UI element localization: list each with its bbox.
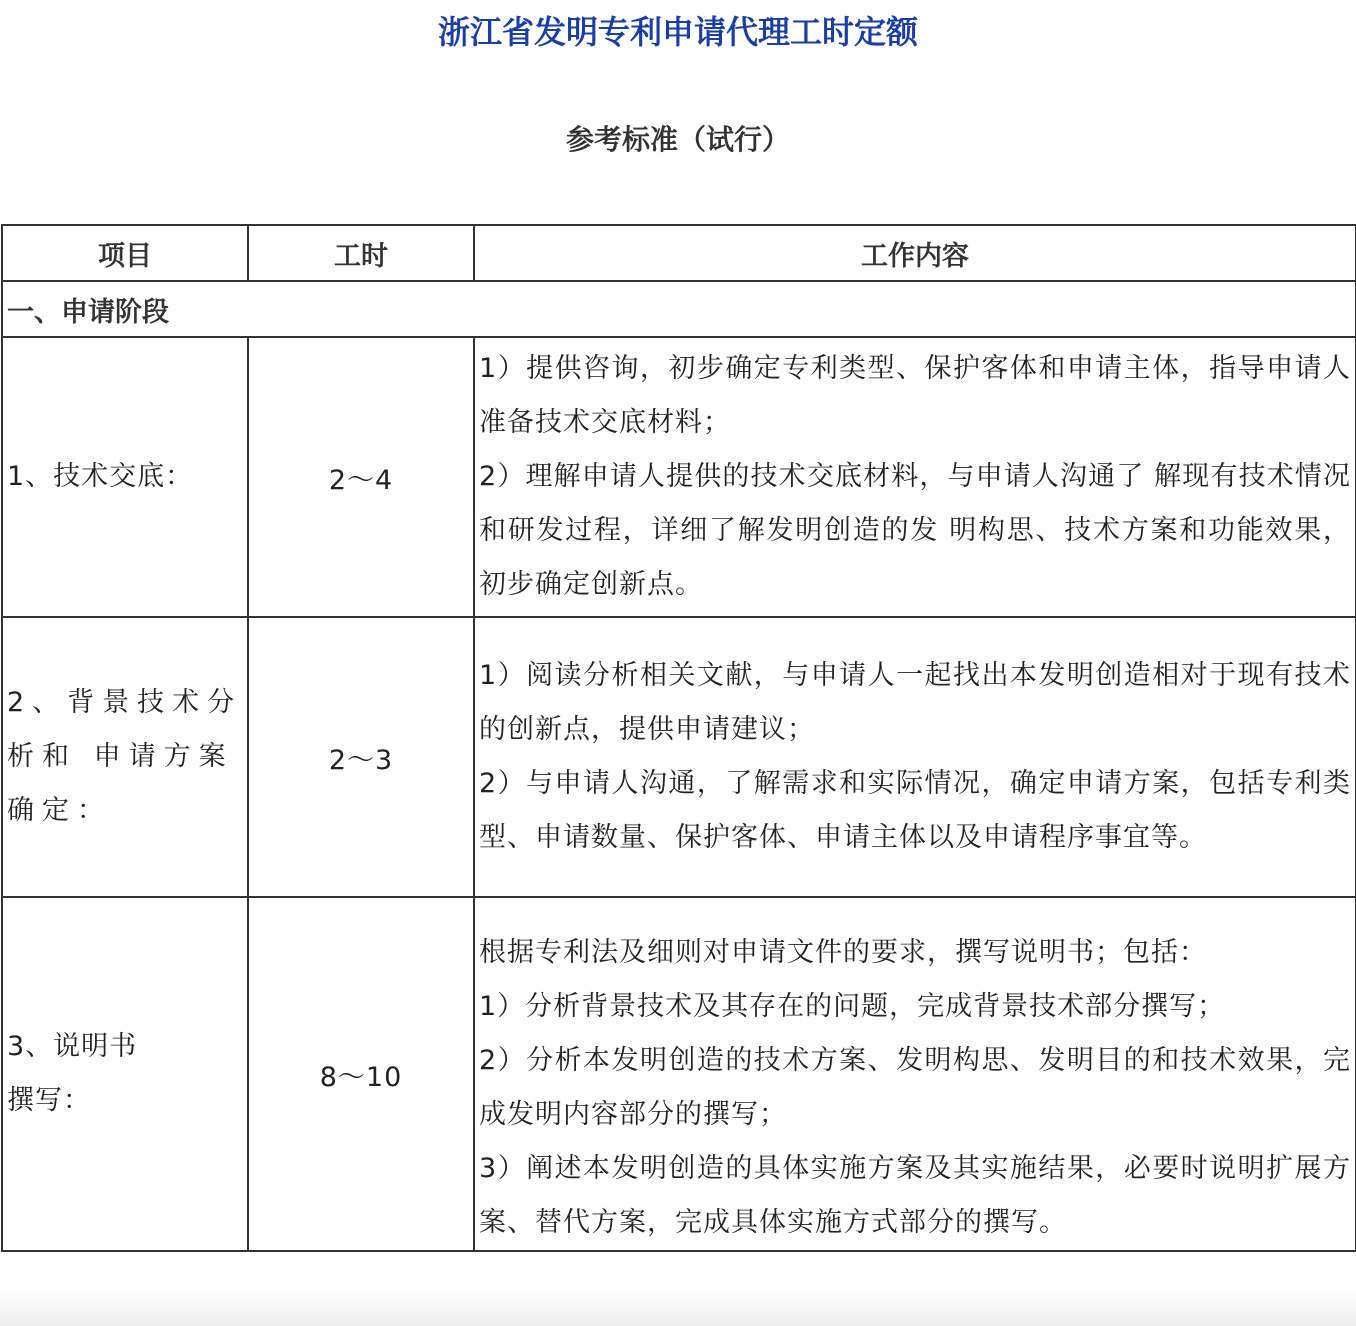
row-item-line: 1、技术交底： — [7, 461, 194, 492]
quota-table — [1, 224, 1356, 1252]
table-row — [2, 617, 1356, 897]
row-hours: 2～4 — [248, 337, 474, 617]
page-subtitle: 参考标准（试行） — [565, 123, 790, 156]
row-hours: 2～3 — [248, 617, 474, 897]
row-item-line: 3、说明书 — [7, 1031, 138, 1062]
row-item — [2, 897, 248, 1251]
header-hours: 工时 — [248, 225, 474, 281]
table-row — [2, 897, 1356, 1251]
content-line: 1）分析背景技术及其存在的问题，完成背景技术部分撰写； — [479, 991, 1226, 1022]
section-label: 一、申请阶段 — [2, 281, 1356, 337]
bottom-fade — [0, 1290, 1356, 1326]
content-line: 2）理解申请人提供的技术交底材料，与申请人沟通了 解现有技术情况和研发过程，详细了解发明创造的发 明构思、技术方案和功能效果，初步确定创新点。 — [479, 461, 1351, 600]
table-row — [2, 337, 1356, 617]
row-content — [474, 897, 1356, 1251]
row-item — [2, 337, 248, 617]
row-content — [474, 337, 1356, 617]
content-line: 1）阅读分析相关文献，与申请人一起找出本发明创造相对于现有技术的创新点，提供申请建议； — [479, 660, 1351, 745]
row-item — [2, 617, 248, 897]
section-row — [2, 281, 1356, 337]
content-line: 3）阐述本发明创造的具体实施方案及其实施结果，必要时说明扩展方案、替代方案，完成具体实施方式部分的撰写。 — [479, 1153, 1351, 1238]
row-item-line: 2、背景技术分析和 申请方案确定： — [7, 687, 243, 826]
table-header-row — [2, 225, 1356, 281]
header-content: 工作内容 — [474, 225, 1356, 281]
content-line: 1）提供咨询，初步确定专利类型、保护客体和申请主体，指导申请人准备技术交底材料； — [479, 353, 1351, 438]
page-title: 浙江省发明专利申请代理工时定额 — [437, 13, 918, 51]
row-hours: 8～10 — [248, 897, 474, 1251]
content-line: 根据专利法及细则对申请文件的要求，撰写说明书；包括： — [479, 937, 1207, 968]
header-item: 项目 — [2, 225, 248, 281]
row-item-line: 撰写： — [7, 1085, 91, 1116]
content-line: 2）分析本发明创造的技术方案、发明构思、发明目的和技术效果，完成发明内容部分的撰写； — [479, 1045, 1351, 1130]
content-line: 2）与申请人沟通，了解需求和实际情况，确定申请方案，包括专利类型、申请数量、保护客体、申请主体以及申请程序事宜等。 — [479, 768, 1351, 853]
row-content — [474, 617, 1356, 897]
